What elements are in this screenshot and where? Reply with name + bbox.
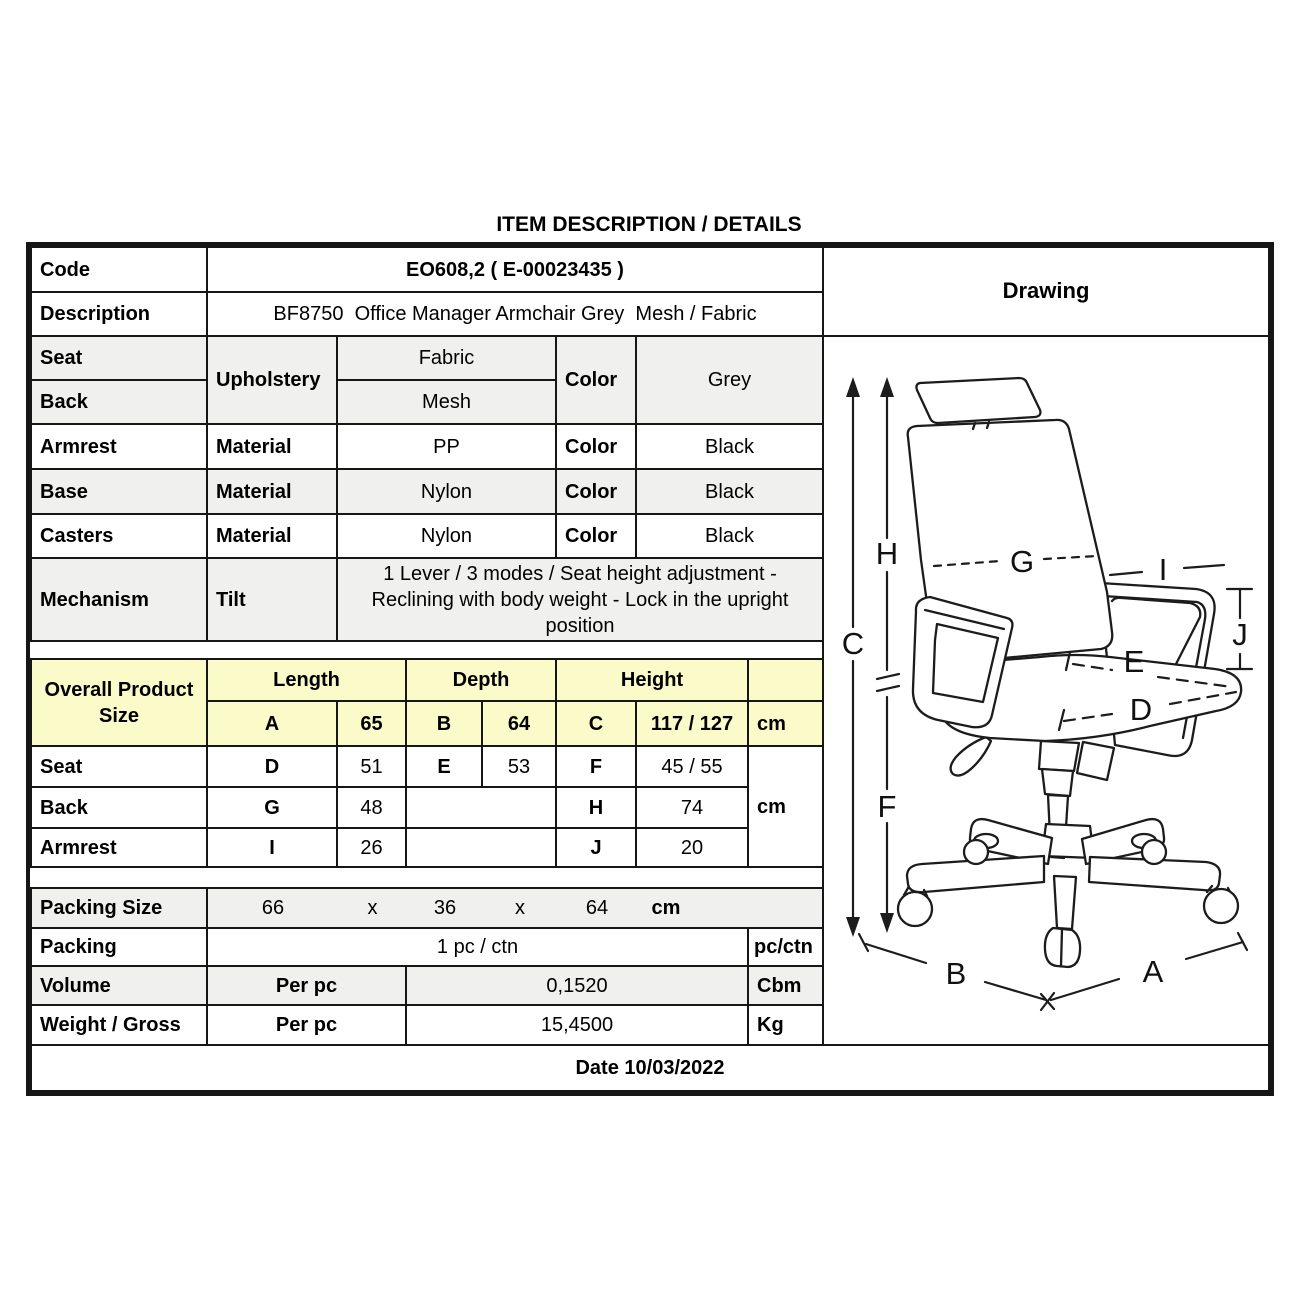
- dim-d-value: 51: [336, 745, 407, 788]
- dim-f-key: F: [555, 745, 637, 788]
- dim-e-value: 53: [481, 745, 557, 788]
- packing-value: 1 pc / ctn: [206, 927, 749, 967]
- upholstery-label: Upholstery: [206, 335, 338, 425]
- dim-g-key: G: [206, 786, 338, 829]
- volume-unit: Cbm: [747, 965, 824, 1006]
- mechanism-label: Mechanism: [30, 557, 208, 642]
- dim-j-value: 20: [635, 827, 749, 868]
- volume-value: 0,1520: [405, 965, 749, 1006]
- dim-label-f: F: [877, 789, 897, 824]
- dim-i-value: 26: [336, 827, 407, 868]
- base-material-value: Nylon: [336, 468, 557, 515]
- overall-size-label: Overall Product Size: [30, 658, 208, 747]
- dim-line-h-f: [876, 377, 899, 933]
- casters-color-value: Black: [635, 513, 824, 559]
- base-color-label: Color: [555, 468, 637, 515]
- base-star: [907, 819, 1220, 929]
- volume-per: Per pc: [206, 965, 407, 1006]
- chair-technical-drawing: [824, 337, 1266, 1042]
- volume-label: Volume: [30, 965, 208, 1006]
- armrest-dims-label: Armrest: [30, 827, 208, 868]
- packing-size-v2: 36: [433, 897, 457, 919]
- tilt-mechanism-box: [1077, 742, 1114, 780]
- upholstery-color-value: Grey: [635, 335, 824, 425]
- height-header: Height: [555, 658, 749, 702]
- packing-size-x2: x: [515, 897, 525, 919]
- dim-d-key: D: [206, 745, 338, 788]
- dim-c-value: 117 / 127: [635, 700, 749, 747]
- dim-h-key: H: [555, 786, 637, 829]
- casters-material-value: Nylon: [336, 513, 557, 559]
- date-row: Date 10/03/2022: [30, 1044, 1270, 1092]
- armrest-color-value: Black: [635, 423, 824, 470]
- dim-a-key: A: [206, 700, 338, 747]
- dim-i-key: I: [206, 827, 338, 868]
- dim-j-key: J: [555, 827, 637, 868]
- dim-label-h: H: [875, 536, 899, 571]
- packing-size-value: [206, 887, 824, 929]
- back-dims-empty-cell: [405, 786, 557, 829]
- packing-size-v3: 64: [585, 897, 609, 919]
- seat-label: Seat: [30, 335, 208, 381]
- dim-f-value: 45 / 55: [635, 745, 749, 788]
- tilt-lever: [951, 734, 997, 776]
- casters-color-label: Color: [555, 513, 637, 559]
- weight-value: 15,4500: [405, 1004, 749, 1046]
- dim-label-i: I: [1158, 552, 1168, 587]
- dims-unit: cm: [747, 745, 824, 868]
- dim-line-j: [1227, 589, 1252, 669]
- packing-size-label: Packing Size: [30, 887, 208, 929]
- back-material-value: Mesh: [336, 379, 557, 425]
- dim-g-value: 48: [336, 786, 407, 829]
- dim-label-j: J: [1232, 617, 1248, 652]
- weight-per: Per pc: [206, 1004, 407, 1046]
- packing-label: Packing: [30, 927, 208, 967]
- casters-material-label: Material: [206, 513, 338, 559]
- packing-size-unit: cm: [651, 897, 681, 919]
- depth-header: Depth: [405, 658, 557, 702]
- dim-line-c: [842, 377, 864, 937]
- size-header-empty-cell: [747, 658, 824, 702]
- upholstery-color-label: Color: [555, 335, 637, 425]
- weight-label: Weight / Gross: [30, 1004, 208, 1046]
- armrest-color-label: Color: [555, 423, 637, 470]
- dim-h-value: 74: [635, 786, 749, 829]
- dim-b-value: 64: [481, 700, 557, 747]
- drawing-header: Drawing: [1002, 277, 1090, 303]
- dim-label-a: A: [1142, 954, 1164, 989]
- dim-label-g: G: [1009, 544, 1035, 579]
- base-label: Base: [30, 468, 208, 515]
- seat-material-value: Fabric: [336, 335, 557, 381]
- page-title: ITEM DESCRIPTION / DETAILS: [496, 213, 802, 236]
- packing-size-v1: 66: [261, 897, 285, 919]
- mechanism-type: Tilt: [206, 557, 338, 642]
- code-value: EO608,2 ( E-00023435 ): [206, 246, 824, 293]
- back-dims-label: Back: [30, 786, 208, 829]
- description-label: Description: [30, 291, 208, 337]
- mechanism-description: 1 Lever / 3 modes / Seat height adjustment - Reclining with body weight - Lock in the upright position: [336, 557, 824, 642]
- dim-label-d: D: [1129, 692, 1153, 727]
- seat-dims-label: Seat: [30, 745, 208, 788]
- dim-c-key: C: [555, 700, 637, 747]
- dim-line-i: [1110, 552, 1224, 587]
- back-label: Back: [30, 379, 208, 425]
- armrest-label: Armrest: [30, 423, 208, 470]
- dim-b-key: B: [405, 700, 483, 747]
- armrest-dims-empty-cell: [405, 827, 557, 868]
- armrest-material-value: PP: [336, 423, 557, 470]
- dim-e-key: E: [405, 745, 483, 788]
- armrest-material-label: Material: [206, 423, 338, 470]
- packing-unit: pc/ctn: [747, 927, 824, 967]
- packing-size-x1: x: [367, 897, 378, 919]
- base-color-value: Black: [635, 468, 824, 515]
- dim-label-e: E: [1123, 644, 1145, 679]
- dim-label-b: B: [945, 956, 967, 991]
- casters-label: Casters: [30, 513, 208, 559]
- dim-label-c: C: [841, 626, 865, 661]
- weight-unit: Kg: [747, 1004, 824, 1046]
- code-label: Code: [30, 246, 208, 293]
- base-material-label: Material: [206, 468, 338, 515]
- description-value: BF8750 Office Manager Armchair Grey Mesh / Fabric: [206, 291, 824, 337]
- size-unit: cm: [747, 700, 824, 747]
- dim-a-value: 65: [336, 700, 407, 747]
- length-header: Length: [206, 658, 407, 702]
